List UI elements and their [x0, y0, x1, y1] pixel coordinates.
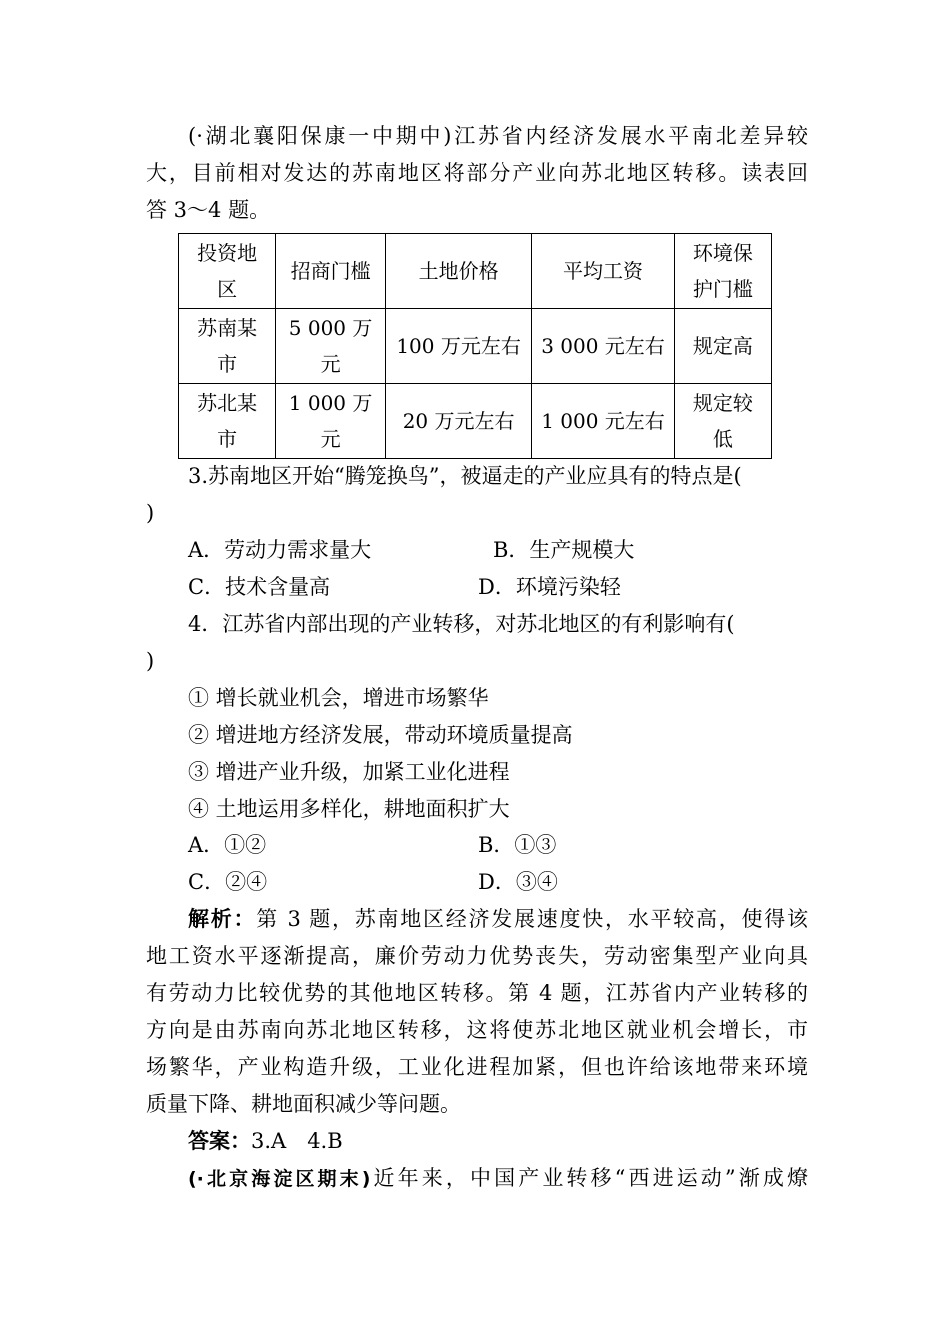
- cell-wage: 1 000 元左右: [532, 384, 674, 459]
- q4-option-c: C．②④: [188, 870, 268, 894]
- cell-env: 规定高: [674, 309, 771, 384]
- q3-option-d: D．环境污染轻: [478, 575, 621, 599]
- analysis-label: 解析：: [188, 906, 257, 931]
- header-cell-region: 投资地 区: [179, 234, 276, 309]
- analysis-line-5: 场繁华，产业构造升级，工业化进程加紧，但也许给该地带来环境: [146, 1055, 808, 1079]
- cell-region: 苏北某 市: [179, 384, 276, 459]
- table-header-row: [179, 234, 772, 309]
- cell-threshold: 5 000 万 元: [276, 309, 386, 384]
- q3-option-a: A．劳动力需求量大: [188, 538, 372, 562]
- q4-option-d: D．③④: [478, 870, 558, 894]
- analysis-line-4: 方向是由苏南向苏北地区转移，这将使苏北地区就业机会增长，市: [146, 1018, 808, 1042]
- analysis-line-1: 解析：第 3 题，苏南地区经济发展速度快，水平较高，使得该: [188, 906, 809, 931]
- answer-line: [188, 1123, 850, 1159]
- cell-region: 苏南某 市: [179, 309, 276, 384]
- answer-value: 3.A 4.B: [251, 1129, 343, 1153]
- table-row: [179, 309, 772, 384]
- q3-stem-close: ): [146, 501, 155, 525]
- q4-option-a: A．①②: [188, 833, 267, 857]
- next-source: (·北京海淀区期末): [188, 1168, 371, 1190]
- data-table: [178, 233, 772, 459]
- intro-line-2: 大，目前相对发达的苏南地区将部分产业向苏北地区转移。读表回: [146, 161, 808, 185]
- cell-wage: 3 000 元左右: [532, 309, 674, 384]
- table-row: [179, 384, 772, 459]
- header-cell-env: 环境保 护门槛: [674, 234, 771, 309]
- q4-item-3: ③ 增进产业升级，加紧工业化进程: [188, 760, 510, 784]
- q3-option-c: C．技术含量高: [188, 575, 331, 599]
- q4-item-2: ② 增进地方经济发展，带动环境质量提高: [188, 723, 573, 747]
- intro-line-3: 答 3～4 题。: [146, 198, 271, 222]
- cell-env: 规定较 低: [674, 384, 771, 459]
- header-cell-wage: 平均工资: [532, 234, 674, 309]
- next-text: 近年来，中国产业转移“西进运动”渐成燎: [370, 1166, 808, 1190]
- header-cell-threshold: 招商门槛: [276, 234, 386, 309]
- cell-land-price: 20 万元左右: [385, 384, 531, 459]
- analysis-line-2: 地工资水平逐渐提高，廉价劳动力优势丧失，劳动密集型产业向具: [146, 944, 808, 968]
- analysis-line-6: 质量下降、耕地面积减少等问题。: [146, 1092, 461, 1116]
- analysis-line-3: 有劳动力比较优势的其他地区转移。第 4 题，江苏省内产业转移的: [146, 981, 808, 1005]
- answer-label: 答案：: [188, 1128, 251, 1153]
- cell-threshold: 1 000 万 元: [276, 384, 386, 459]
- intro-line-1: (·湖北襄阳保康一中期中)江苏省内经济发展水平南北差异较: [188, 124, 808, 148]
- q3-option-b: B．生产规模大: [493, 538, 635, 562]
- q4-option-b: B．①③: [478, 833, 557, 857]
- q3-stem: 3.苏南地区开始“腾笼换鸟”，被逼走的产业应具有的特点是(: [188, 464, 742, 488]
- q4-item-4: ④ 土地运用多样化，耕地面积扩大: [188, 797, 510, 821]
- cell-land-price: 100 万元左右: [385, 309, 531, 384]
- header-cell-land-price: 土地价格: [385, 234, 531, 309]
- next-question-line: [188, 1160, 808, 1197]
- q4-stem-close: ): [146, 649, 155, 673]
- q4-stem: 4．江苏省内部出现的产业转移，对苏北地区的有利影响有(: [188, 612, 735, 636]
- q4-item-1: ① 增长就业机会，增进市场繁华: [188, 686, 489, 710]
